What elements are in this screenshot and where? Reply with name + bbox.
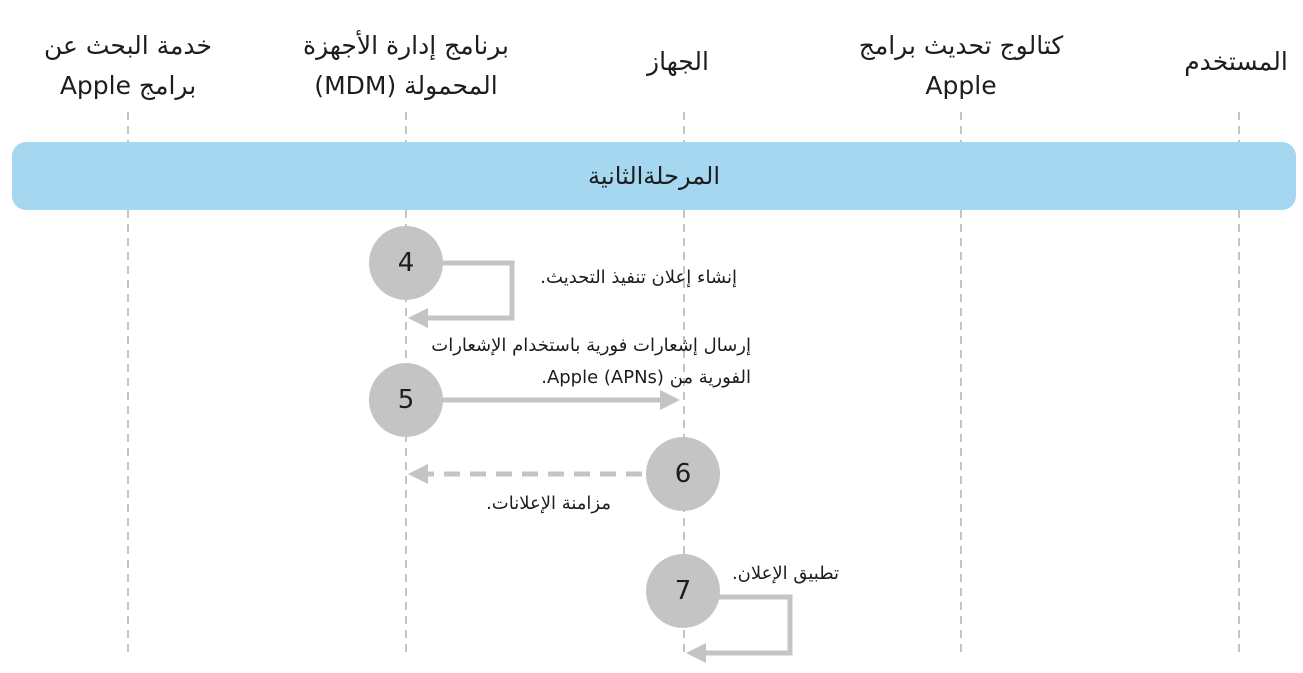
step-6-circle (646, 437, 720, 511)
lane-title-line1: الجهاز (647, 47, 709, 76)
arrowhead-step-4 (408, 308, 428, 328)
lane-title-line2: برامج Apple (59, 71, 197, 100)
step-number: 4 (397, 248, 415, 278)
lane-title-line1: المستخدم (1184, 47, 1288, 76)
lane-title-line1: كتالوج تحديث برامج (858, 31, 1064, 60)
lane-title-line2: المحمولة (MDM) (314, 71, 498, 100)
step-number: 7 (674, 576, 692, 606)
step-4-message-line: إنشاء إعلان تنفيذ التحديث. (540, 267, 737, 288)
lane-title-line2: Apple (925, 71, 997, 100)
step-number: 6 (674, 459, 692, 489)
step-7-message (732, 560, 839, 588)
phase-label: المرحلةالثانية (587, 162, 721, 190)
arrowhead-step-7 (686, 643, 706, 663)
lane-title-line1: برنامج إدارة الأجهزة (302, 31, 510, 60)
lane-title-line1: خدمة البحث عن (43, 31, 212, 60)
step-number: 5 (397, 385, 415, 415)
phase-banner (12, 142, 1296, 210)
step-4-circle (369, 226, 443, 300)
step-5-message-line1: إرسال إشعارات فورية باستخدام الإشعارات (431, 335, 751, 356)
step-4-message (540, 264, 737, 292)
step-7-circle (646, 554, 720, 628)
step-5-message-line2: الفورية من Apple (APNs). (541, 367, 751, 388)
step-7-message-line: تطبيق الإعلان. (731, 563, 839, 584)
step-6-message (486, 490, 611, 518)
step-6-message-line: مزامنة الإعلانات. (486, 493, 611, 514)
arrowhead-step-6 (408, 464, 428, 484)
step-5-message (431, 330, 751, 394)
